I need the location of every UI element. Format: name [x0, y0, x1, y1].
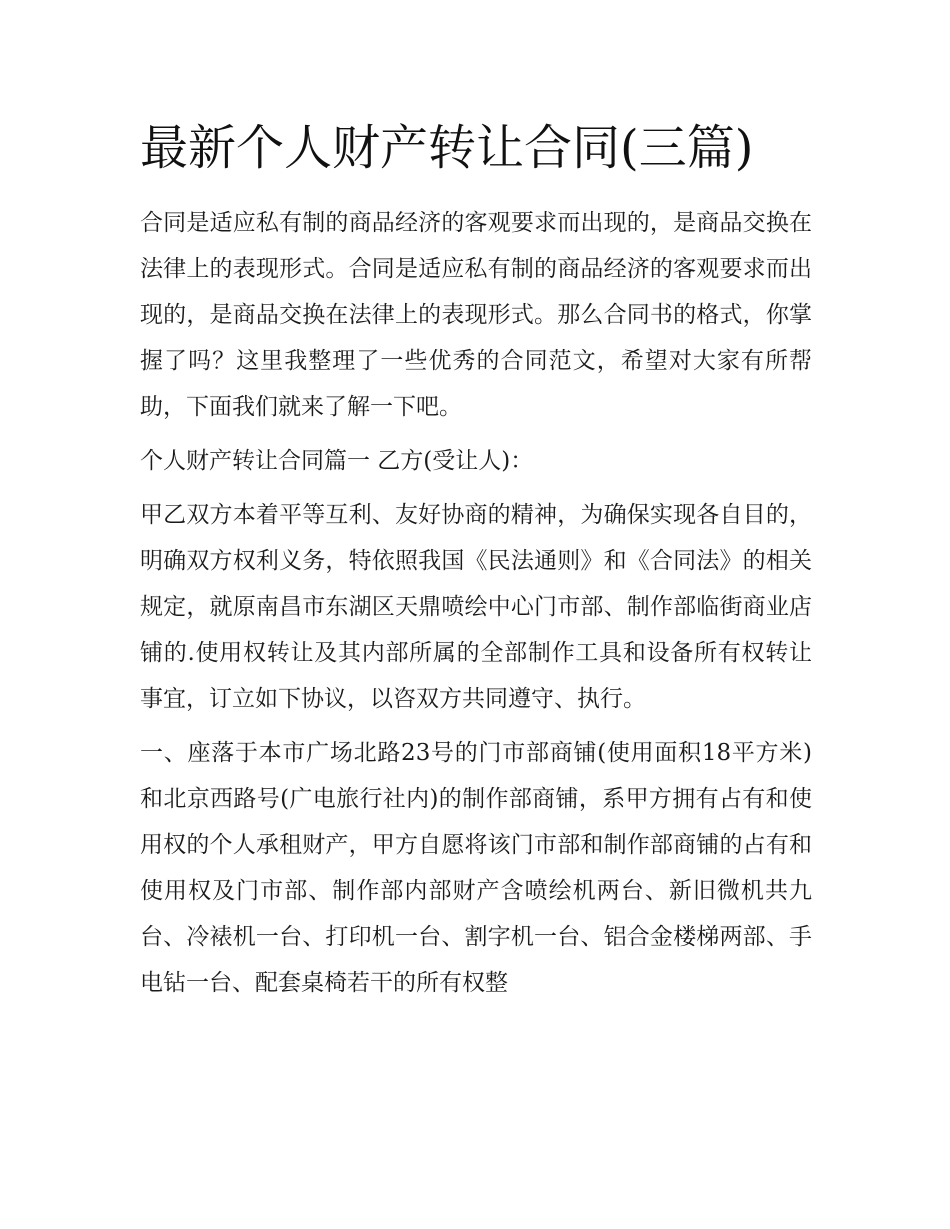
document-body — [140, 200, 812, 1006]
intro-paragraph: 合同是适应私有制的商品经济的客观要求而出现的，是商品交换在法律上的表现形式。合同是适应私有制的商品经济的客观要求而出现的，是商品交换在法律上的表现形式。那么合同书的格式，你掌握了吗？这里我整理了一些优秀的合同范文，希望对大家有所帮助，下面我们就来了解一下吧。 — [140, 210, 812, 420]
preamble-paragraph: 甲乙双方本着平等互利、友好协商的精神，为确保实现各自目的，明确双方权利义务，特依照我国《民法通则》和《合同法》的相关规定，就原南昌市东湖区天鼎喷绘中心门市部、制作部临街商业店铺的.使用权转让及其内部所属的全部制作工具和设备所有权转让事宜，订立如下协议，以咨双方共同遵守、执行。 — [140, 502, 812, 712]
section-heading-paragraph: 个人财产转让合同篇一 乙方(受让人)： — [140, 448, 534, 474]
document-title: 最新个人财产转让合同(三篇) — [140, 120, 754, 176]
clause-one-paragraph: 一、座落于本市广场北路23号的门市部商铺(使用面积18平方米)和北京西路号(广电旅行社内)的制作部商铺，系甲方拥有占有和使用权的个人承租财产，甲方自愿将该门市部和制作部商铺的占有和使用权及门市部、制作部内部财产含喷绘机两台、新旧微机共九台、冷裱机一台、打印机一台、割字机一台、铝合金楼梯两部、手电钻一台、配套桌椅若干的所有权整 — [140, 740, 812, 996]
